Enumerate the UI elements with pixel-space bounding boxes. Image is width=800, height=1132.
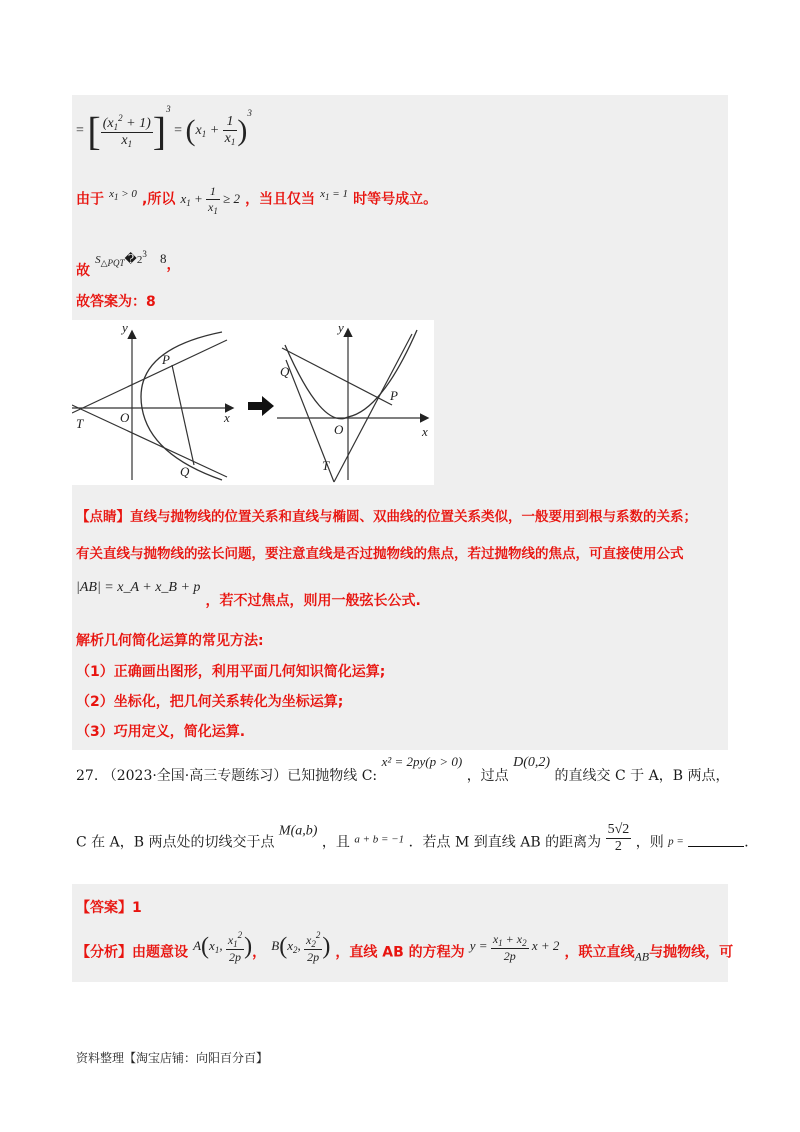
method-2: （2）坐标化，把几何关系转化为坐标运算;	[76, 694, 344, 710]
problem-line-2: C 在 A，B 两点处的切线交于点 M(a,b) ，且 a + b = −1 ．若点 M 到直线 AB 的距离为 $\frac{5√2}{2}$ ，则 p = ．	[76, 822, 759, 854]
point-d: D(0,2)	[513, 755, 551, 770]
problem-number: 27.	[76, 768, 99, 784]
comment-line-1: 【点睛】直线与抛物线的位置关系和直线与椭圆、双曲线的位置关系类似，一般要用到根与系数的关系；	[76, 509, 697, 525]
method-title: 解析几何简化运算的常见方法:	[76, 633, 264, 649]
since-line: 由于 $^{x_1 > 0}$ ,所以 $x_1$ + $\frac{1}{x_1}$ ≥ 2 ，当且仅当 $^{x_1 = 1}$ 时等号成立。	[76, 184, 438, 216]
fig1-q: Q	[180, 464, 190, 479]
so-line: 故 $S_{\triangle PQT}�2^3$ 8，	[76, 249, 181, 279]
formula-line: = [ $\frac{(x_1^2 + 1)}{x_1}$ ]$^3 = (x_1$ + $\frac{1}{x_1}$ )$^3$	[76, 104, 252, 154]
analysis-line: 【分析】由题意设 $A(x_1$, $\frac{x_1^2}{2p}$ )， $B(x_2$, $\frac{x_2^2}{2p}$ ) ，直线 AB 的方程为 y = $\frac{x_1 + x_2}{2p}$ x + 2 ，联立直线$_{AB}$与抛物线，可	[76, 930, 734, 964]
answer-line: 故答案为：8	[76, 294, 156, 310]
comment-line-2: 有关直线与抛物线的弦长问题，要注意直线是否过抛物线的焦点，若过抛物线的焦点，可直接使用公式	[76, 546, 684, 562]
fig1-y: y	[122, 320, 128, 335]
fig2-x: x	[422, 424, 428, 439]
point-m: M(a,b)	[278, 823, 318, 839]
fig1-o: O	[120, 410, 130, 425]
fig1-x: x	[224, 410, 230, 425]
fig1-p: P	[162, 352, 170, 367]
formula-ab: |AB| = x_A + x_B + p	[76, 580, 201, 595]
answer-blank[interactable]	[688, 832, 744, 847]
method-1: （1）正确画出图形，利用平面几何知识简化运算;	[76, 664, 386, 680]
fig2-p: P	[390, 388, 398, 403]
fig2-y: y	[338, 320, 344, 335]
fig2-q: Q	[280, 364, 290, 379]
method-3: （3）巧用定义，简化运算.	[76, 724, 246, 740]
fig2-t: T	[322, 458, 330, 473]
cond-ab: a + b = −1	[354, 833, 405, 846]
fig1-t: T	[76, 416, 84, 431]
answer-label: 【答案】1	[76, 900, 142, 916]
problem-line-1: 27. （2023·全国·高三专题练习）已知抛物线 C: x² = 2py(p > 0) ，过点 D(0,2) 的直线交 C 于 A，B 两点，	[76, 754, 730, 784]
distance-frac: $\frac{5√2}{2}$	[607, 822, 630, 854]
footer-note: 资料整理【淘宝店铺：向阳百分百】	[76, 1051, 269, 1065]
parabola-figures	[72, 320, 434, 485]
comment-line-3: |AB| = x_A + x_B + p ，若不过焦点，则用一般弦长公式.	[76, 580, 421, 609]
fig2-o: O	[334, 422, 344, 437]
parabola-eq: x² = 2py(p > 0)	[381, 754, 463, 769]
